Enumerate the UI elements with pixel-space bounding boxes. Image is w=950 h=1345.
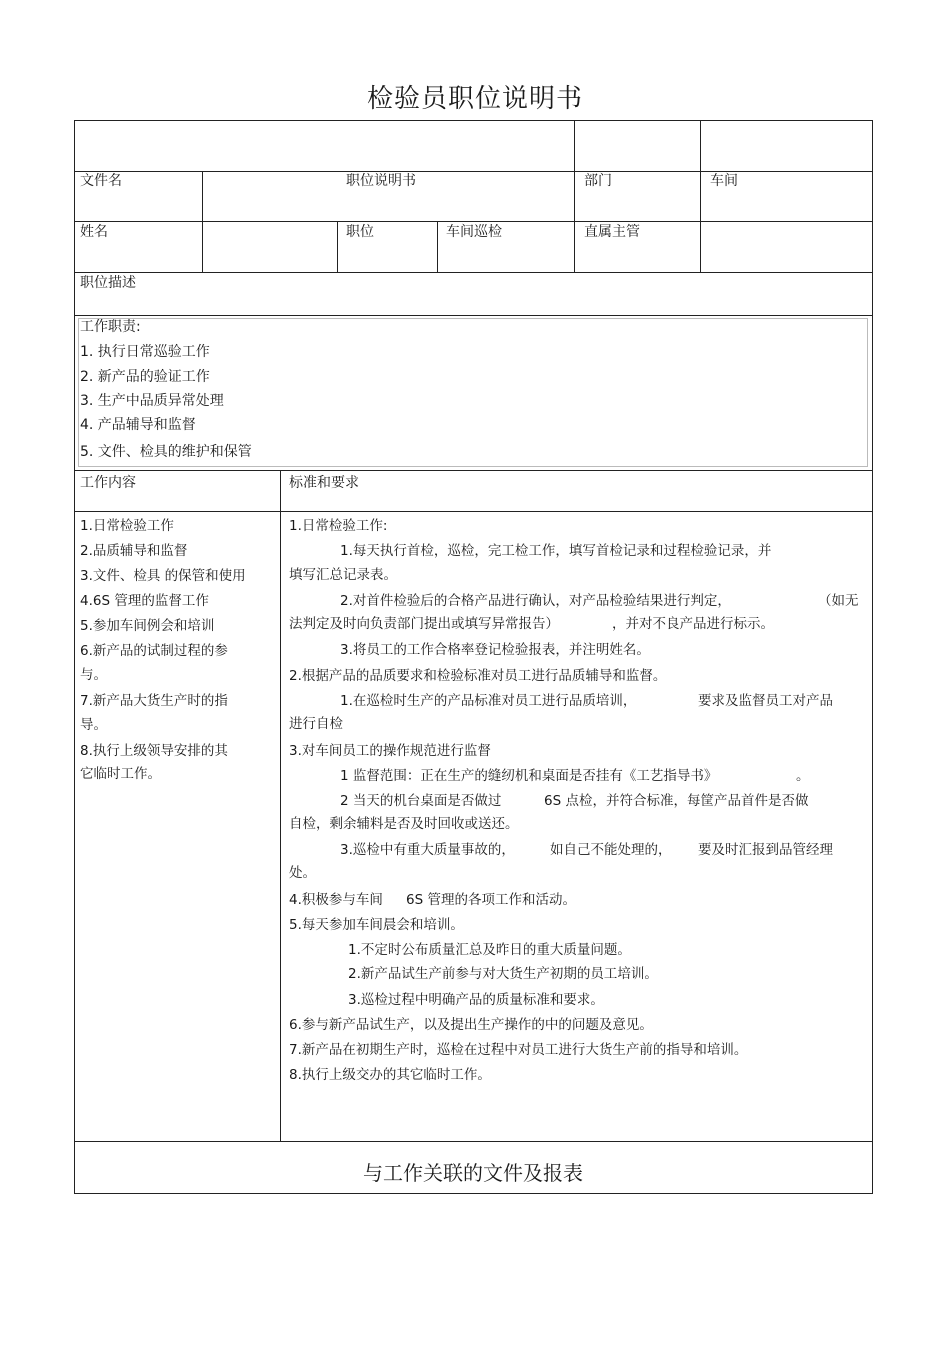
- content-item: 5.参加车间例会和培训: [80, 618, 215, 634]
- standard-line: 3.对车间员工的操作规范进行监督: [289, 743, 491, 759]
- content-item: 它临时工作。: [80, 766, 161, 782]
- standard-line: 2.根据产品的品质要求和检验标准对员工进行品质辅导和监督。: [289, 668, 667, 684]
- standard-line: ，并对不良产品进行标示。: [612, 616, 774, 632]
- content-item: 3.文件、检具 的保管和使用: [80, 568, 246, 584]
- standard-line: 3.将员工的工作合格率登记检验报表，并注明姓名。: [340, 642, 650, 658]
- standard-line: 自检，剩余辅料是否及时回收或送还。: [289, 816, 519, 832]
- standard-line: 1.日常检验工作:: [289, 518, 388, 534]
- standard-line: 6S 管理的各项工作和活动。: [406, 892, 576, 908]
- content-item: 6.新产品的试制过程的参: [80, 643, 228, 659]
- standard-line: 处。: [289, 865, 316, 881]
- row-divider: [74, 171, 872, 172]
- standard-line: 2.新产品试生产前参与对大货生产初期的员工培训。: [348, 966, 658, 982]
- row-divider: [74, 221, 872, 222]
- row-divider: [74, 470, 872, 471]
- standard-line: 5.每天参加车间晨会和培训。: [289, 917, 464, 933]
- standard-line: 8.执行上级交办的其它临时工作。: [289, 1067, 491, 1083]
- row-divider: [74, 315, 872, 316]
- duty-line: 4. 产品辅导和监督: [80, 417, 196, 433]
- standard-line: 3.巡检中有重大质量事故的，: [340, 842, 515, 858]
- content-item: 7.新产品大货生产时的指: [80, 693, 228, 709]
- file-name-label: 文件名: [80, 173, 122, 189]
- name-label: 姓名: [80, 224, 108, 240]
- duty-line: 2. 新产品的验证工作: [80, 369, 210, 385]
- department-label: 部门: [584, 173, 612, 189]
- standard-line: 进行自检: [289, 716, 343, 732]
- description-label: 职位描述: [80, 275, 136, 291]
- page-title: 检验员职位说明书: [366, 84, 583, 114]
- content-item: 8.执行上级领导安排的其: [80, 743, 228, 759]
- standard-line: 4.积极参与车间: [289, 892, 383, 908]
- standard-line: 6.参与新产品试生产，以及提出生产操作的中的问题及意见。: [289, 1017, 653, 1033]
- content-item: 导。: [80, 717, 107, 733]
- standard-line: 要及时汇报到品管经理: [698, 842, 833, 858]
- standard-line: 填写汇总记录表。: [289, 567, 397, 583]
- supervisor-label: 直属主管: [584, 224, 640, 240]
- standard-line: 6S 点检，并符合标准，每筐产品首件是否做: [544, 793, 809, 809]
- department-value: 车间: [710, 173, 738, 189]
- file-name-value: 职位说明书: [346, 173, 416, 189]
- col-divider: [437, 221, 438, 272]
- duty-line: 工作职责:: [80, 319, 141, 335]
- content-item: 1.日常检验工作: [80, 518, 174, 534]
- row-divider: [74, 272, 872, 273]
- duty-line: 1. 执行日常巡验工作: [80, 344, 210, 360]
- standard-line: 1 监督范围：正在生产的缝纫机和桌面是否挂有《工艺指导书》: [340, 768, 718, 784]
- col-divider: [337, 221, 338, 272]
- position-value: 车间巡检: [446, 224, 502, 240]
- standard-line: 如自己不能处理的，: [550, 842, 672, 858]
- standard-line: 1.每天执行首检，巡检，完工检工作，填写首检记录和过程检验记录，并: [340, 543, 772, 559]
- standard-line: 法判定及时向负责部门提出或填写异常报告）: [289, 616, 559, 632]
- standard-line: 1.不定时公布质量汇总及昨日的重大质量问题。: [348, 942, 631, 958]
- standard-line: 2 当天的机台桌面是否做过: [340, 793, 502, 809]
- row-divider: [74, 1141, 872, 1142]
- duty-line: 5. 文件、检具的维护和保管: [80, 444, 252, 460]
- col-divider: [280, 470, 281, 1141]
- content-header: 工作内容: [80, 475, 136, 491]
- content-item: 4.6S 管理的监督工作: [80, 593, 209, 609]
- position-label: 职位: [346, 224, 374, 240]
- content-item: 2.品质辅导和监督: [80, 543, 188, 559]
- row-divider: [74, 511, 872, 512]
- col-divider: [574, 120, 575, 272]
- standard-header: 标准和要求: [289, 475, 359, 491]
- duty-line: 3. 生产中品质异常处理: [80, 393, 224, 409]
- col-divider: [700, 120, 701, 272]
- standard-line: 3.巡检过程中明确产品的质量标准和要求。: [348, 992, 604, 1008]
- related-documents-heading: 与工作关联的文件及报表: [363, 1161, 583, 1185]
- standard-line: 2.对首件检验后的合格产品进行确认，对产品检验结果进行判定，: [340, 593, 731, 609]
- col-divider: [202, 171, 203, 272]
- standard-line: 7.新产品在初期生产时，巡检在过程中对员工进行大货生产前的指导和培训。: [289, 1042, 748, 1058]
- standard-line: 。: [796, 768, 810, 784]
- standard-line: （如无: [818, 593, 859, 609]
- content-item: 与。: [80, 667, 107, 683]
- standard-line: 1.在巡检时生产的产品标准对员工进行品质培训，: [340, 693, 637, 709]
- standard-line: 要求及监督员工对产品: [698, 693, 833, 709]
